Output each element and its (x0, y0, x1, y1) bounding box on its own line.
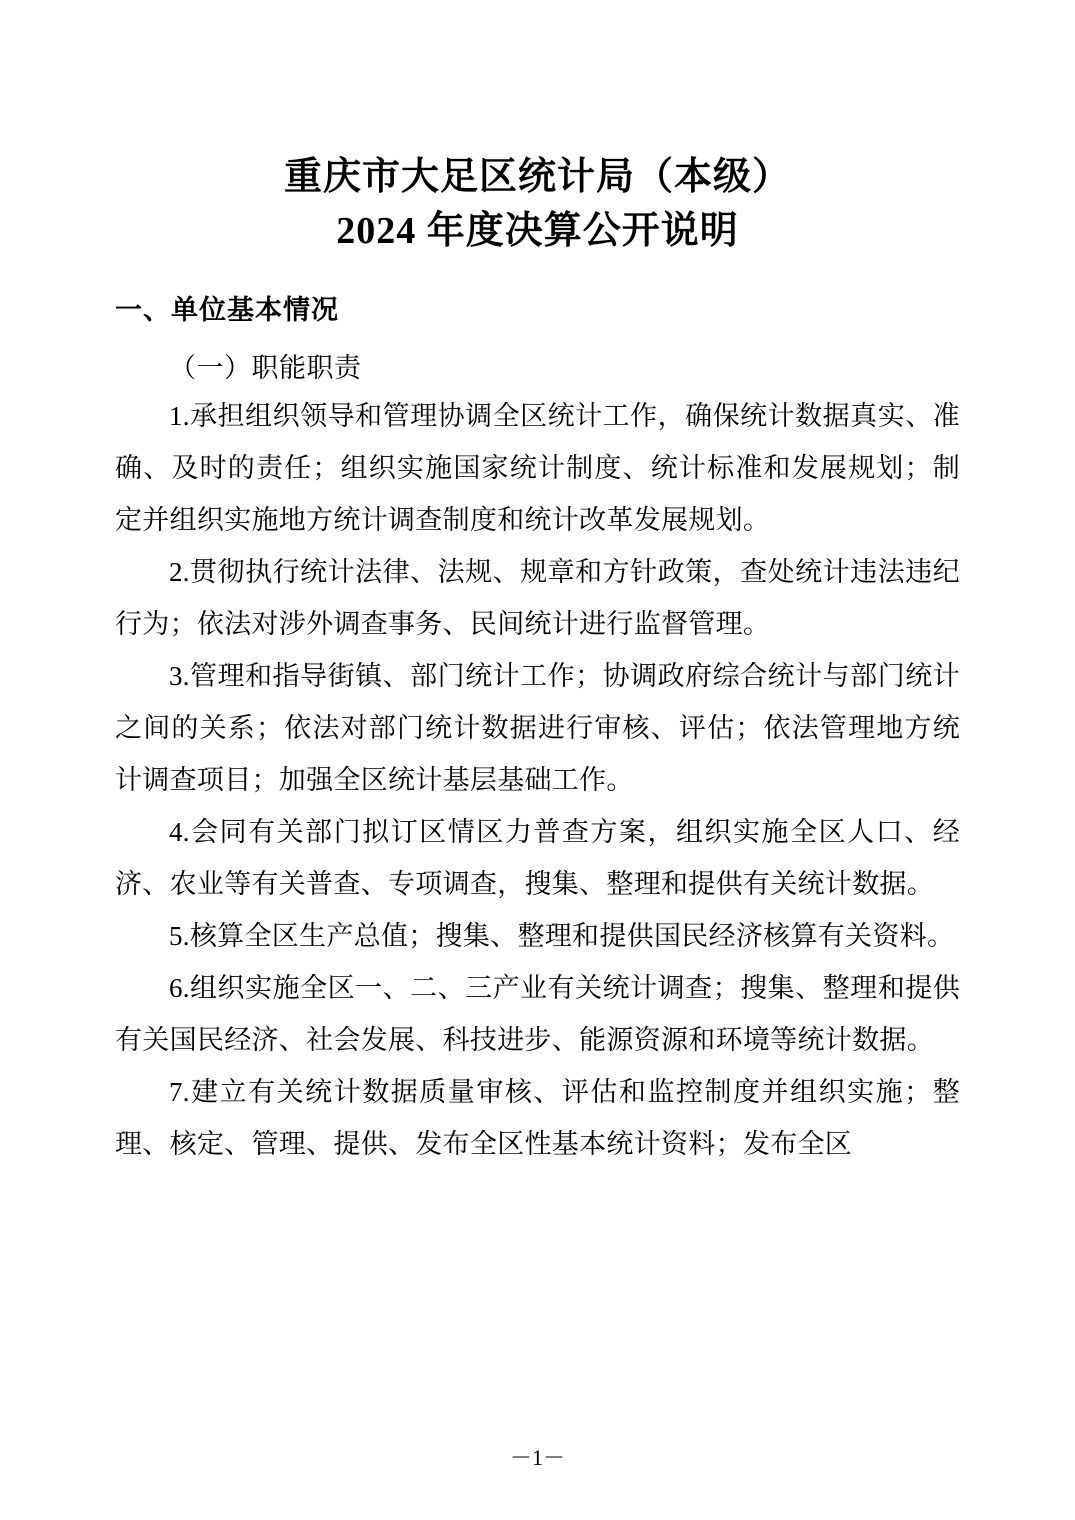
paragraph-5: 5.核算全区生产总值；搜集、整理和提供国民经济核算有关资料。 (169, 921, 955, 951)
page-number: －1－ (509, 1445, 565, 1470)
paragraph-3: 3.管理和指导街镇、部门统计工作；协调政府综合统计与部门统计之间的关系；依法对部门统计数据进行审核、评估；依法管理地方统计调查项目；加强全区统计基层基础工作。 (115, 661, 960, 795)
page-title (115, 150, 960, 258)
paragraph-4: 4.会同有关部门拟订区情区力普查方案，组织实施全区人口、经济、农业等有关普查、专项调查，搜集、整理和提供有关统计数据。 (115, 817, 960, 899)
paragraph-2: 2.贯彻执行统计法律、法规、规章和方针政策，查处统计违法违纪行为；依法对涉外调查事务、民间统计进行监督管理。 (115, 557, 960, 639)
subsection-heading-duties: （一）职能职责 (169, 353, 362, 383)
paragraph-6: 6.组织实施全区一、二、三产业有关统计调查；搜集、整理和提供有关国民经济、社会发展、科技进步、能源资源和环境等统计数据。 (115, 973, 960, 1055)
title-line-2: 2024 年度决算公开说明 (336, 210, 739, 252)
section-heading-basic-info: 一、单位基本情况 (115, 295, 339, 325)
paragraph-1: 1.承担组织领导和管理协调全区统计工作，确保统计数据真实、准确、及时的责任；组织实施国家统计制度、统计标准和发展规划；制定并组织实施地方统计调查制度和统计改革发展规划。 (115, 401, 960, 535)
paragraph-7: 7.建立有关统计数据质量审核、评估和监控制度并组织实施；整理、核定、管理、提供、发布全区性基本统计资料；发布全区 (115, 1077, 960, 1159)
title-line-1: 重庆市大足区统计局（本级） (283, 156, 791, 198)
